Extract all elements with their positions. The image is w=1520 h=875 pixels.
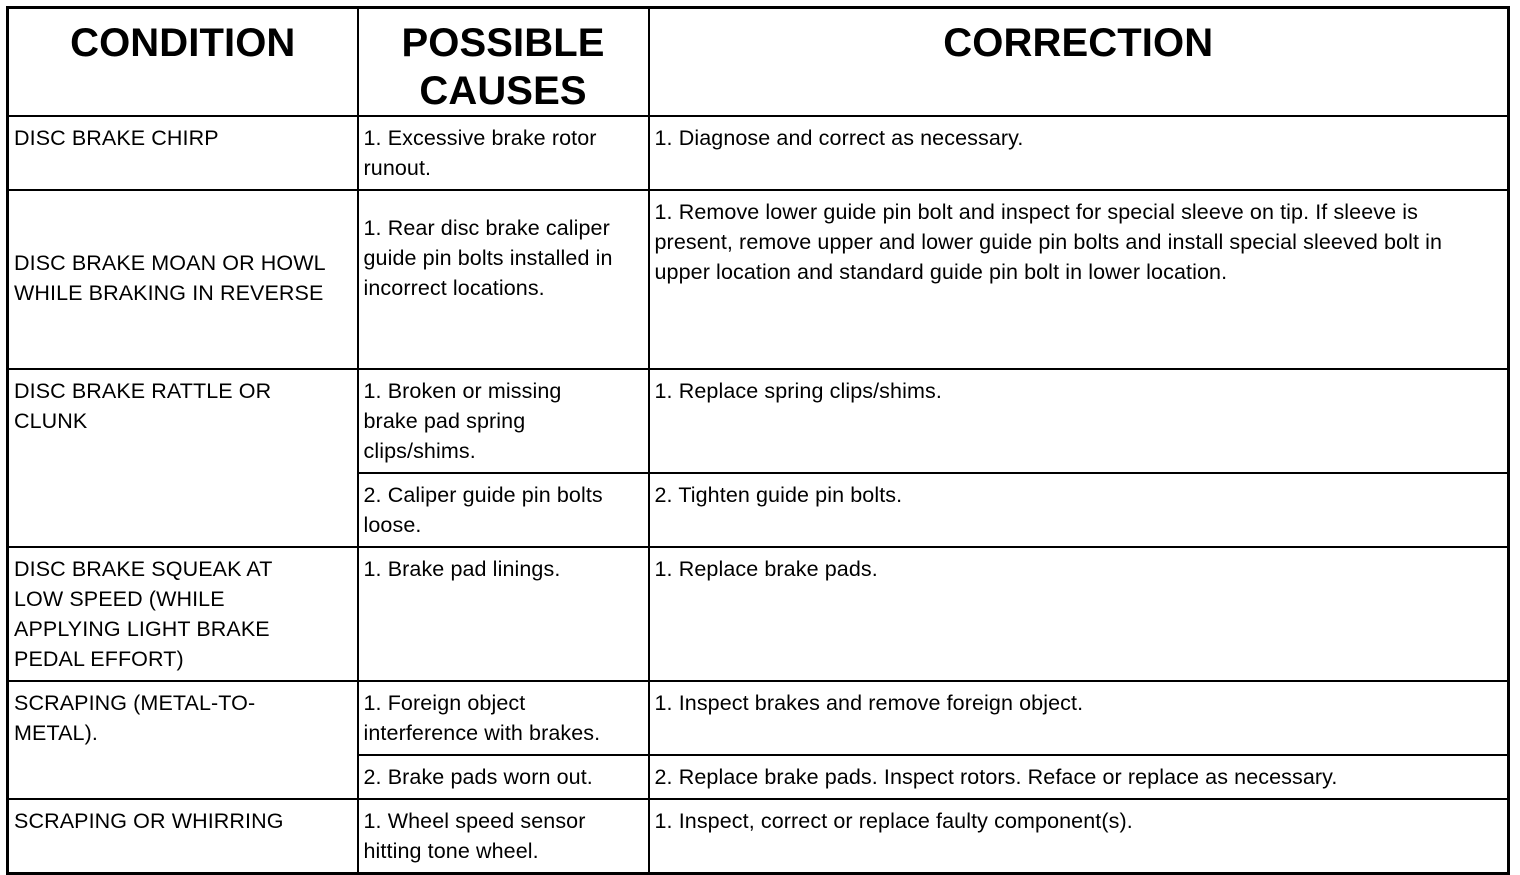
- diagnosis-table: [6, 6, 1510, 875]
- correction-cell: 1. Diagnose and correct as necessary.: [649, 116, 1509, 190]
- header-causes-line2: CAUSES: [419, 69, 587, 113]
- table-row: [8, 190, 1509, 369]
- correction-cell: 1. Inspect, correct or replace faulty component(s).: [649, 799, 1509, 874]
- condition-cell: SCRAPING (METAL-TO-METAL).: [8, 681, 358, 799]
- correction-cell: 1. Replace brake pads.: [649, 547, 1509, 681]
- correction-cell: 2. Replace brake pads. Inspect rotors. Reface or replace as necessary.: [649, 755, 1509, 799]
- header-possible-causes: [358, 8, 649, 117]
- cause-cell: 1. Rear disc brake caliper guide pin bolts installed in incorrect locations.: [358, 190, 649, 369]
- table-row: [8, 116, 1509, 190]
- correction-cell: 1. Remove lower guide pin bolt and inspect for special sleeve on tip. If sleeve is present, remove upper and lower guide pin bolts and install special sleeved bolt in upper location and standard guide pin bolt in lower location.: [649, 190, 1509, 369]
- cause-cell: 1. Wheel speed sensor hitting tone wheel.: [358, 799, 649, 874]
- cause-cell: 1. Excessive brake rotor runout.: [358, 116, 649, 190]
- table-row: [8, 547, 1509, 681]
- cause-cell: 1. Broken or missing brake pad spring clips/shims.: [358, 369, 649, 473]
- cause-cell: 2. Caliper guide pin bolts loose.: [358, 473, 649, 547]
- header-condition: CONDITION: [8, 8, 358, 117]
- header-row: [8, 8, 1509, 117]
- table-row: [8, 681, 1509, 755]
- condition-cell: DISC BRAKE RATTLE OR CLUNK: [8, 369, 358, 547]
- cause-cell: 2. Brake pads worn out.: [358, 755, 649, 799]
- condition-cell: DISC BRAKE SQUEAK AT LOW SPEED (WHILE APPLYING LIGHT BRAKE PEDAL EFFORT): [8, 547, 358, 681]
- correction-cell: 1. Inspect brakes and remove foreign object.: [649, 681, 1509, 755]
- cause-cell: 1. Brake pad linings.: [358, 547, 649, 681]
- condition-cell: SCRAPING OR WHIRRING: [8, 799, 358, 874]
- condition-cell: DISC BRAKE CHIRP: [8, 116, 358, 190]
- table-row: [8, 369, 1509, 473]
- correction-cell: 2. Tighten guide pin bolts.: [649, 473, 1509, 547]
- correction-cell: 1. Replace spring clips/shims.: [649, 369, 1509, 473]
- header-correction: CORRECTION: [649, 8, 1509, 117]
- table-row: [8, 799, 1509, 874]
- header-causes-line1: POSSIBLE: [401, 21, 605, 65]
- cause-cell: 1. Foreign object interference with brakes.: [358, 681, 649, 755]
- condition-cell: DISC BRAKE MOAN OR HOWL WHILE BRAKING IN REVERSE: [8, 190, 358, 369]
